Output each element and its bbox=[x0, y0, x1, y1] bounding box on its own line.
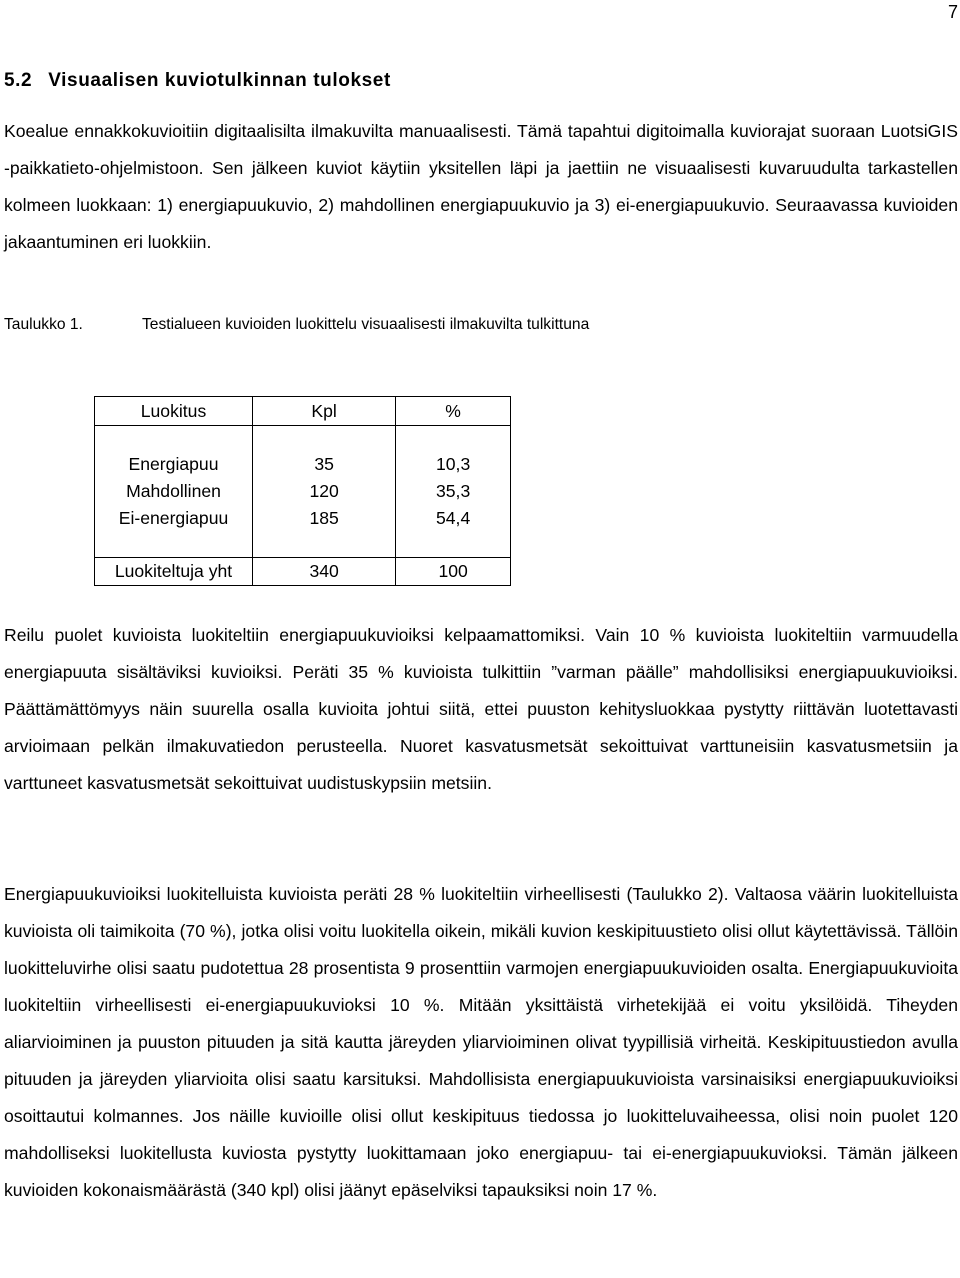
table-header-row bbox=[95, 397, 511, 426]
section-title: Visuaalisen kuviotulkinnan tulokset bbox=[48, 70, 391, 91]
table-spacer-row bbox=[95, 532, 511, 558]
section-number: 5.2 bbox=[4, 70, 33, 91]
table-caption-text: Testialueen kuvioiden luokittelu visuaalisesti ilmakuvilta tulkittuna bbox=[142, 316, 590, 333]
table-total-row bbox=[95, 558, 511, 586]
table-header-cell: % bbox=[396, 397, 511, 426]
table-row bbox=[95, 478, 511, 505]
page-number: 7 bbox=[947, 2, 958, 22]
table-row bbox=[95, 505, 511, 532]
table-header-cell: Luokitus bbox=[95, 397, 253, 426]
paragraph-results: Reilu puolet kuvioista luokiteltiin energiapuukuvioiksi kelpaamattomiksi. Vain 10 % kuvioista luokiteltiin varmuudella energiapuuta sisältäviksi kuvioiksi. Peräti 35 % kuvioista tulkittiin ”varman päälle” mahdollisiksi energiapuukuvioiksi. Päättämättömyys näin suurella osalla kuvioita johtui siitä, ettei puuston kehitysluokkaa pystytty riittävän luotettavasti arvioimaan pelkän ilmakuvatiedon perusteella. Nuoret kasvatusmetsät sekoittuivat varttuneisiin kasvatusmetsiin ja varttuneet kasvatusmetsät sekoittuivat uudistuskypsiin metsiin. bbox=[4, 625, 958, 793]
table-caption-label: Taulukko 1. bbox=[4, 316, 83, 333]
paragraph-intro: Koealue ennakkokuvioitiin digitaalisilta ilmakuvilta manuaalisesti. Tämä tapahtui digitoimalla kuviorajat suoraan LuotsiGIS -paikkatieto-ohjelmistoon. Sen jälkeen kuviot käytiin yksitellen läpi ja jaettiin ne visuaalisesti kuvaruudulta tarkastellen kolmeen luokkaan: 1) energiapuukuvio, 2) mahdollinen energiapuukuvio ja 3) ei-energiapuukuvio. Seuraavassa kuvioiden jakaantuminen eri luokkiin. bbox=[4, 121, 958, 252]
table-cell: 35,3 bbox=[396, 478, 511, 505]
table-cell: Mahdollinen bbox=[95, 478, 253, 505]
table-total-cell: 340 bbox=[253, 558, 396, 586]
classification-table bbox=[94, 396, 511, 586]
table-cell: 185 bbox=[253, 505, 396, 532]
table-cell: 120 bbox=[253, 478, 396, 505]
paragraph-errors: Energiapuukuvioiksi luokitelluista kuvioista peräti 28 % luokiteltiin virheellisesti (Taulukko 2). Valtaosa väärin luokitelluista kuvioista oli taimikoita (70 %), jotka olisi voitu luokitella oikein, mikäli kuvion keskipituustieto olisi ollut käytettävissä. Tällöin luokitteluvirhe olisi saatu pudotettua 28 prosentista 9 prosenttiin varmojen energiapuukuvioiden osalta. Energiapuukuvioita luokiteltiin virheellisesti ei-energiapuukuvioksi 10 %. Mitään yksittäistä virhetekijää ei voitu yksilöidä. Tiheyden aliarvioiminen ja puuston pituuden ja sitä kautta järeyden yliarvioiminen olivat tyypillisiä virheitä. Keskipituustiedon avulla pituuden ja järeyden yliarvioita olisi saatu karsituksi. Mahdollisista energiapuukuvioista varsinaisiksi energiapuukuvioiksi osoittautui kolmannes. Jos näille kuvioille olisi ollut keskipituus tiedossa jo luokitteluvaiheessa, olisi noin puolet 120 mahdolliseksi luokitellusta kuviosta pystytty luokittamaan joko energiapuu- tai ei-energiapuukuvioksi. Tämän jälkeen kuvioiden kokonaismäärästä (340 kpl) olisi jäänyt epäselviksi tapauksiksi noin 17 %. bbox=[4, 884, 958, 1200]
table-cell: Energiapuu bbox=[95, 451, 253, 478]
table-cell: Ei-energiapuu bbox=[95, 505, 253, 532]
table-total-cell: Luokiteltuja yht bbox=[95, 558, 253, 586]
table-cell: 35 bbox=[253, 451, 396, 478]
table-cell: 10,3 bbox=[396, 451, 511, 478]
table-spacer-row bbox=[95, 426, 511, 452]
table-row bbox=[95, 451, 511, 478]
table-header-cell: Kpl bbox=[253, 397, 396, 426]
table-caption bbox=[4, 316, 589, 334]
section-heading bbox=[4, 70, 391, 92]
table-cell: 54,4 bbox=[396, 505, 511, 532]
table-total-cell: 100 bbox=[396, 558, 511, 586]
